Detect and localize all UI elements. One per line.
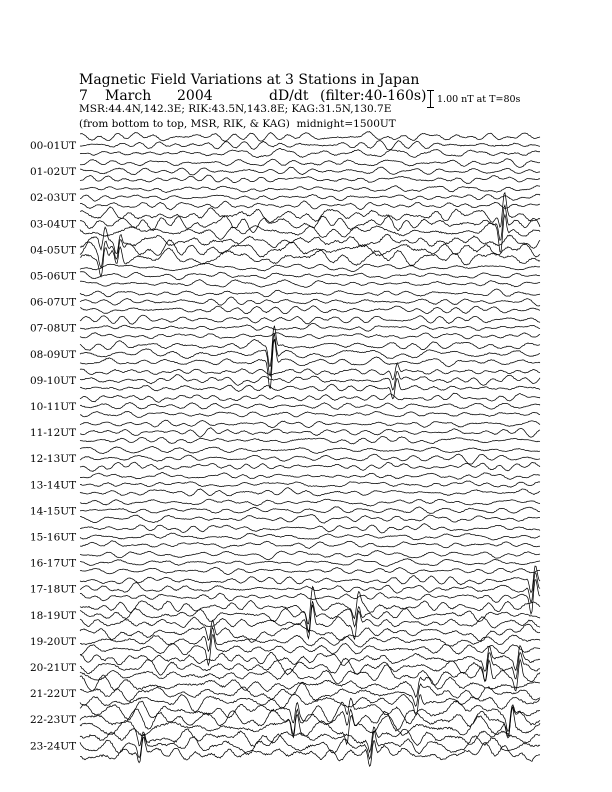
trace-msr [80, 215, 540, 253]
hour-row-09-10UT [30, 364, 540, 399]
trace-rik [80, 533, 540, 540]
trace-kag [80, 447, 540, 454]
hour-label: 01-02UT [30, 166, 77, 179]
trace-kag [80, 193, 540, 227]
trace-msr [80, 411, 540, 417]
hour-label: 03-04UT [30, 218, 77, 231]
hour-label: 00-01UT [30, 140, 77, 152]
trace-kag [80, 315, 540, 324]
hour-label: 05-06UT [30, 270, 77, 283]
hour-row-15-16UT [30, 524, 540, 549]
hour-label: 15-16UT [30, 531, 77, 544]
trace-msr [80, 541, 540, 549]
hour-label: 21-22UT [30, 688, 77, 701]
scale-label: 1.00 nT at T=80s [437, 94, 521, 105]
trace-msr [80, 567, 540, 574]
hour-row-12-13UT [30, 447, 540, 472]
trace-kag [80, 550, 540, 559]
trace-kag [80, 499, 540, 506]
trace-kag [80, 132, 540, 142]
hour-label: 18-19UT [30, 609, 77, 622]
hour-label: 10-11UT [30, 401, 77, 413]
hour-label: 14-15UT [30, 505, 77, 518]
date-year: 2004 [177, 88, 213, 104]
trace-kag [80, 186, 540, 193]
trace-kag [80, 587, 540, 624]
trace-msr [80, 737, 540, 766]
trace-rik [80, 272, 540, 280]
hour-label: 07-08UT [30, 322, 77, 335]
trace-rik [80, 507, 540, 514]
hour-label: 13-14UT [30, 479, 77, 492]
hour-label: 19-20UT [30, 635, 77, 648]
hour-label: 12-13UT [30, 453, 77, 466]
hour-row-16-17UT [30, 550, 540, 574]
hour-label: 09-10UT [30, 374, 77, 387]
trace-msr [80, 694, 540, 715]
date-month: March [105, 88, 152, 104]
trace-msr [80, 280, 540, 288]
trace-msr [80, 333, 540, 339]
trace-rik [80, 323, 540, 331]
trace-msr [80, 339, 540, 388]
trace-kag [80, 263, 540, 271]
hour-label: 06-07UT [30, 296, 77, 309]
hour-row-05-06UT [30, 263, 540, 287]
trace-kag [80, 364, 540, 380]
trace-msr [80, 635, 540, 665]
hour-row-02-03UT [30, 186, 540, 210]
trace-rik [80, 428, 540, 437]
trace-kag [80, 473, 540, 480]
hour-row-07-08UT [30, 315, 540, 339]
hour-row-00-01UT [30, 132, 540, 158]
hour-label: 23-24UT [30, 740, 77, 753]
trace-rik [80, 240, 540, 268]
trace-kag [80, 289, 540, 297]
trace-rik [80, 194, 540, 201]
trace-kag [80, 326, 540, 367]
hour-label: 17-18UT [30, 583, 77, 596]
trace-msr [80, 306, 540, 314]
hour-label: 20-21UT [30, 662, 77, 674]
trace-rik [80, 731, 540, 759]
hour-row-11-12UT [30, 420, 540, 444]
trace-kag [80, 646, 540, 672]
trace-msr [80, 148, 540, 157]
trace-rik [80, 481, 540, 487]
hour-label: 11-12UT [30, 427, 77, 440]
hour-row-20-21UT [30, 646, 540, 691]
trace-msr [80, 437, 540, 444]
station-coordinates: MSR:44.4N,142.3E; RIK:43.5N,143.8E; KAG:31.5N,130.7E [79, 103, 392, 115]
filter-label: (filter:40-160s) [320, 88, 427, 104]
trace-kag [80, 393, 540, 402]
trace-rik [80, 707, 540, 738]
chart-title: Magnetic Field Variations at 3 Stations in Japan [79, 72, 420, 88]
trace-rik [80, 403, 540, 410]
trace-kag [80, 420, 540, 428]
hour-label: 04-05UT [30, 244, 77, 257]
trace-rik [80, 205, 540, 240]
trace-msr [80, 175, 540, 183]
trace-kag [80, 159, 540, 168]
hour-label: 02-03UT [30, 192, 77, 205]
trace-rik [80, 454, 540, 464]
order-note: (from bottom to top, MSR, RIK, & KAG) [79, 118, 290, 130]
trace-rik [80, 141, 540, 150]
hour-row-04-05UT [30, 227, 540, 276]
trace-kag [80, 566, 540, 592]
hour-row-14-15UT [30, 499, 540, 523]
hour-row-06-07UT [30, 289, 540, 314]
trace-kag [80, 524, 540, 533]
trace-msr [80, 488, 540, 496]
hour-row-10-11UT [30, 393, 540, 417]
trace-rik [80, 167, 540, 175]
hour-label: 16-17UT [30, 557, 77, 570]
trace-msr [80, 515, 540, 524]
trace-msr [80, 201, 540, 210]
hour-row-18-19UT [30, 587, 540, 640]
hour-label: 22-23UT [30, 714, 77, 727]
hour-row-01-02UT [30, 159, 540, 184]
hour-label: 08-09UT [30, 348, 77, 361]
quantity-label: dD/dt [269, 88, 309, 104]
trace-rik [80, 297, 540, 306]
hour-row-13-14UT [30, 473, 540, 497]
midnight-note: midnight=1500UT [296, 118, 396, 130]
trace-rik [80, 559, 540, 567]
date-day: 7 [79, 88, 88, 104]
